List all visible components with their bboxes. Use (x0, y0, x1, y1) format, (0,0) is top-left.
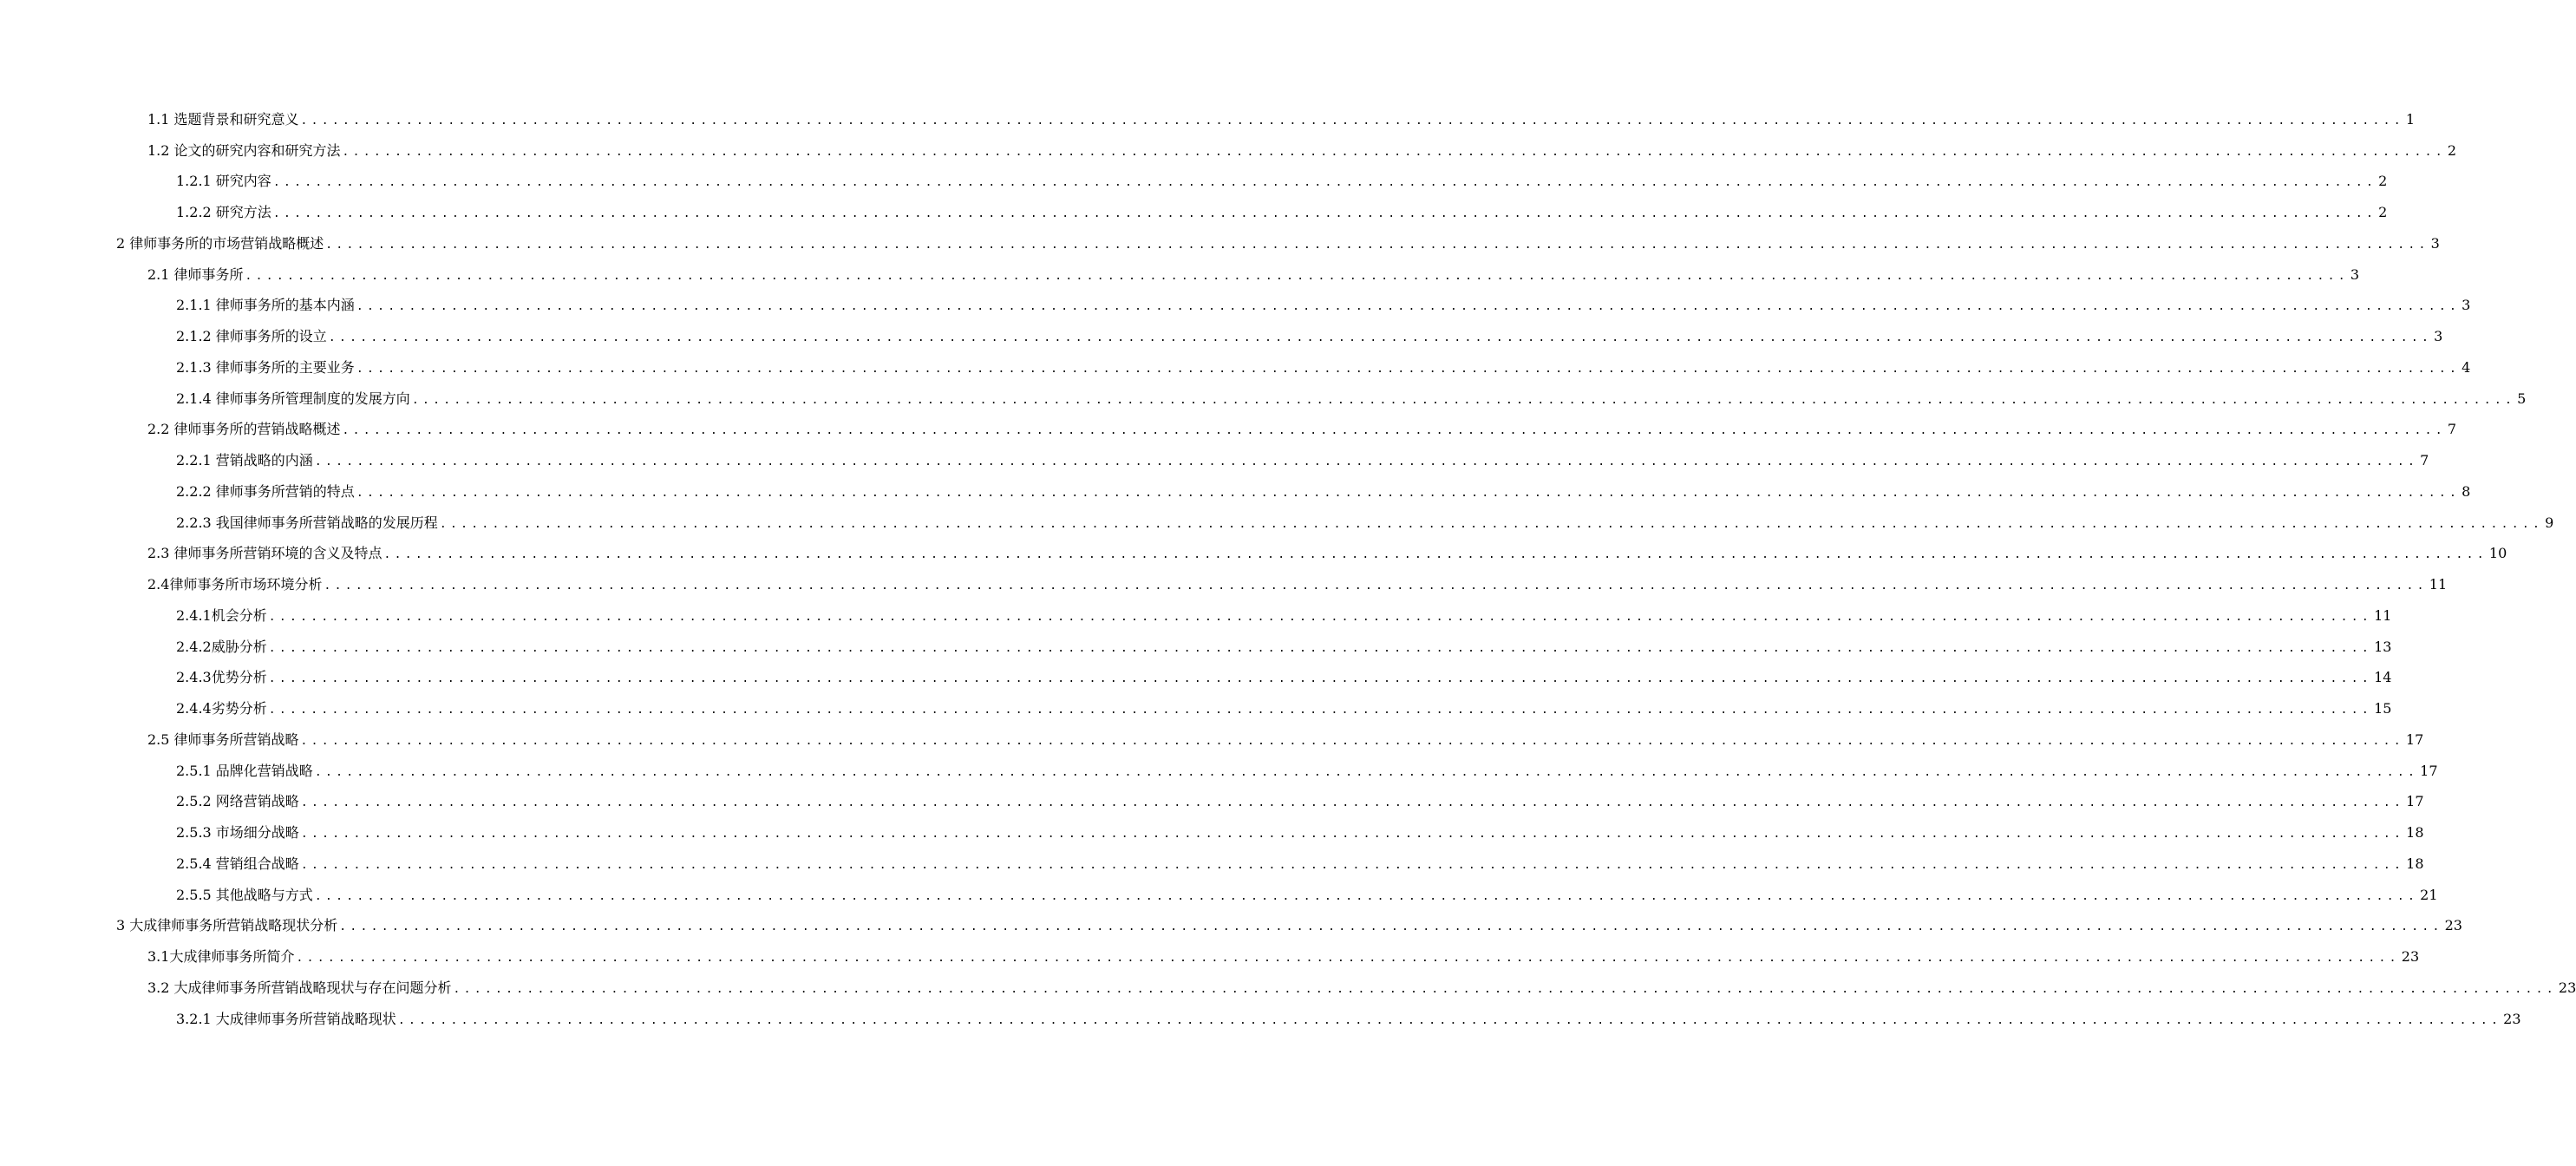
toc-entry-title: 2.5.4 营销组合战略 (176, 855, 299, 872)
table-of-contents (0, 105, 2576, 1036)
toc-entry-line (116, 234, 2440, 254)
toc-entry-line (147, 545, 2507, 564)
toc-entry-title: 2.4.4劣势分析 (176, 700, 267, 717)
toc-entry[interactable] (0, 942, 2420, 973)
toc-entry[interactable] (0, 632, 2392, 664)
dot-leader: ........................................................................................................................................................................................................ (324, 580, 2428, 593)
toc-entry-title: 3.1大成律师事务所简介 (147, 948, 295, 966)
toc-entry-page-number: 1 (2405, 110, 2416, 128)
toc-entry-page-number: 23 (2401, 948, 2420, 966)
toc-entry-page-number: 3 (2350, 265, 2360, 283)
toc-entry-title: 1.2.1 研究内容 (176, 173, 271, 190)
toc-entry[interactable] (0, 818, 2424, 849)
toc-entry-line (147, 421, 2457, 440)
toc-entry-title: 2.3 律师事务所营销环境的含义及特点 (147, 545, 382, 562)
dot-leader: ........................................................................................................................................................................................................ (245, 269, 2349, 283)
dot-leader: ........................................................................................................................................................................................................ (268, 610, 2373, 624)
toc-entry-title: 2.1.2 律师事务所的设立 (176, 328, 327, 345)
toc-entry[interactable] (0, 664, 2392, 695)
toc-entry-page-number: 17 (2405, 730, 2424, 748)
toc-entry-title: 2.5.2 网络营销战略 (176, 793, 299, 810)
toc-entry-line (176, 669, 2392, 688)
toc-entry[interactable] (0, 292, 2471, 323)
dot-leader: ........................................................................................................................................................................................................ (268, 641, 2373, 655)
toc-entry-title: 1.1 选题背景和研究意义 (147, 110, 299, 128)
toc-entry-page-number: 11 (2429, 576, 2448, 593)
toc-entry-page-number: 11 (2374, 606, 2392, 624)
dot-leader: ........................................................................................................................................................................................................ (356, 362, 2461, 376)
dot-leader: ........................................................................................................................................................................................................ (300, 858, 2405, 872)
toc-entry-page-number: 23 (2558, 979, 2576, 996)
toc-entry-title: 2.4律师事务所市场环境分析 (147, 576, 323, 593)
toc-entry-title: 2.5.1 品牌化营销战略 (176, 762, 313, 779)
toc-entry-title: 1.2.2 研究方法 (176, 204, 271, 221)
toc-entry-line (147, 979, 2576, 999)
toc-entry-title: 2.5 律师事务所营销战略 (147, 730, 299, 748)
toc-entry-page-number: 9 (2545, 514, 2554, 531)
toc-entry[interactable] (0, 725, 2424, 757)
toc-entry-title: 2.2.1 营销战略的内涵 (176, 452, 313, 469)
toc-entry-page-number: 17 (2406, 793, 2424, 810)
toc-entry-page-number: 15 (2374, 700, 2392, 717)
toc-entry[interactable] (0, 881, 2438, 912)
toc-entry-title: 2.4.3优势分析 (176, 669, 267, 686)
toc-entry-title: 2.5.5 其他战略与方式 (176, 886, 313, 903)
dot-leader: ........................................................................................................................................................................................................ (272, 176, 2377, 190)
dot-leader: ........................................................................................................................................................................................................ (268, 672, 2373, 686)
toc-entry-line (147, 265, 2360, 285)
toc-entry[interactable] (0, 477, 2471, 508)
toc-entry-title: 2.4.2威胁分析 (176, 638, 267, 655)
toc-entry-page-number: 2 (2378, 204, 2388, 221)
toc-entry-line (176, 358, 2471, 378)
toc-entry-title: 2.1.1 律师事务所的基本内涵 (176, 297, 355, 314)
toc-entry[interactable] (0, 508, 2554, 540)
toc-entry-line (176, 606, 2392, 626)
toc-entry-line (176, 1010, 2521, 1030)
toc-entry-line (176, 204, 2388, 223)
toc-entry[interactable] (0, 260, 2360, 292)
toc-entry[interactable] (0, 601, 2392, 632)
toc-entry-page-number: 2 (2378, 173, 2388, 190)
toc-entry-page-number: 5 (2517, 390, 2527, 407)
toc-entry[interactable] (0, 416, 2457, 447)
toc-entry-line (176, 390, 2527, 409)
toc-entry-line (176, 762, 2438, 782)
toc-entry[interactable] (0, 446, 2429, 477)
dot-leader: ........................................................................................................................................................................................................ (314, 765, 2419, 779)
toc-entry-line (147, 948, 2420, 967)
toc-entry-line (147, 730, 2424, 750)
dot-leader: ........................................................................................................................................................................................................ (300, 734, 2404, 748)
toc-entry-page-number: 18 (2406, 855, 2424, 872)
toc-entry[interactable] (0, 198, 2388, 229)
toc-entry-title: 2.1.4 律师事务所管理制度的发展方向 (176, 390, 410, 407)
toc-entry-title: 3 大成律师事务所营销战略现状分析 (116, 917, 338, 934)
toc-entry-line (176, 452, 2429, 471)
toc-entry[interactable] (0, 1005, 2521, 1036)
toc-entry[interactable] (0, 694, 2392, 725)
toc-entry-page-number: 17 (2420, 762, 2438, 779)
toc-entry[interactable] (0, 849, 2424, 881)
toc-entry-page-number: 10 (2488, 545, 2507, 562)
dot-leader: ........................................................................................................................................................................................................ (453, 982, 2557, 996)
toc-entry-line (116, 917, 2462, 936)
toc-entry-page-number: 3 (2430, 234, 2440, 252)
toc-entry-line (147, 141, 2457, 161)
toc-entry-page-number: 14 (2374, 669, 2392, 686)
toc-entry[interactable] (0, 540, 2507, 571)
dot-leader: ........................................................................................................................................................................................................ (439, 517, 2544, 531)
toc-entry[interactable] (0, 757, 2438, 788)
toc-entry-title: 2.4.1机会分析 (176, 606, 267, 624)
dot-leader: ........................................................................................................................................................................................................ (339, 920, 2443, 934)
toc-entry-title: 2.1.3 律师事务所的主要业务 (176, 358, 355, 376)
toc-entry-page-number: 4 (2462, 358, 2471, 376)
toc-entry-title: 3.2.1 大成律师事务所营销战略现状 (176, 1010, 396, 1027)
toc-entry-page-number: 21 (2420, 886, 2438, 903)
toc-entry-line (176, 173, 2388, 192)
toc-entry-page-number: 18 (2406, 824, 2424, 842)
toc-entry-page-number: 7 (2447, 421, 2457, 438)
dot-leader: ........................................................................................................................................................................................................ (397, 1013, 2502, 1027)
toc-entry-line (147, 110, 2416, 130)
toc-entry[interactable] (0, 105, 2416, 136)
toc-entry-page-number: 23 (2503, 1010, 2521, 1027)
toc-entry-title: 2.1 律师事务所 (147, 265, 244, 283)
toc-entry-line (176, 700, 2392, 719)
dot-leader: ........................................................................................................................................................................................................ (268, 704, 2373, 717)
dot-leader: ........................................................................................................................................................................................................ (314, 455, 2419, 469)
toc-entry-line (176, 482, 2471, 502)
dot-leader: ........................................................................................................................................................................................................ (296, 952, 2400, 966)
toc-entry[interactable] (0, 322, 2443, 353)
toc-entry-title: 2.2.3 我国律师事务所营销战略的发展历程 (176, 514, 438, 531)
dot-leader: ........................................................................................................................................................................................................ (411, 393, 2516, 407)
toc-entry-line (176, 638, 2392, 658)
toc-entry[interactable] (0, 136, 2457, 167)
toc-entry-page-number: 13 (2374, 638, 2392, 655)
toc-entry[interactable] (0, 912, 2462, 943)
toc-entry-page-number: 7 (2420, 452, 2429, 469)
toc-entry-line (147, 576, 2448, 595)
toc-entry-line (176, 514, 2554, 534)
dot-leader: ........................................................................................................................................................................................................ (314, 889, 2419, 903)
toc-entry[interactable] (0, 788, 2424, 819)
toc-entry-title: 2 律师事务所的市场营销战略概述 (116, 234, 324, 252)
dot-leader: ........................................................................................................................................................................................................ (300, 796, 2405, 810)
dot-leader: ........................................................................................................................................................................................................ (356, 300, 2461, 314)
dot-leader: ........................................................................................................................................................................................................ (325, 238, 2429, 252)
dot-leader: ........................................................................................................................................................................................................ (272, 207, 2377, 221)
toc-entry[interactable] (0, 167, 2388, 199)
toc-entry[interactable] (0, 229, 2440, 260)
toc-entry-page-number: 3 (2434, 328, 2443, 345)
toc-entry-title: 1.2 论文的研究内容和研究方法 (147, 141, 341, 159)
toc-entry-line (176, 328, 2443, 347)
toc-entry-line (176, 297, 2471, 316)
toc-entry-page-number: 2 (2447, 141, 2457, 159)
dot-leader: ........................................................................................................................................................................................................ (300, 114, 2404, 128)
toc-entry[interactable] (0, 570, 2448, 601)
toc-entry-title: 2.5.3 市场细分战略 (176, 824, 299, 842)
toc-entry-line (176, 855, 2424, 874)
dot-leader: ........................................................................................................................................................................................................ (342, 424, 2446, 438)
toc-entry[interactable] (0, 973, 2576, 1005)
toc-entry-title: 2.2.2 律师事务所营销的特点 (176, 482, 355, 500)
toc-entry-line (176, 793, 2424, 812)
toc-entry-title: 3.2 大成律师事务所营销战略现状与存在问题分析 (147, 979, 452, 996)
toc-entry-line (176, 886, 2438, 906)
dot-leader: ........................................................................................................................................................................................................ (356, 486, 2461, 500)
toc-entry-page-number: 3 (2462, 297, 2471, 314)
toc-entry-page-number: 8 (2462, 482, 2471, 500)
dot-leader: ........................................................................................................................................................................................................ (300, 828, 2405, 842)
toc-entry-title: 2.2 律师事务所的营销战略概述 (147, 421, 341, 438)
toc-entry[interactable] (0, 353, 2471, 384)
dot-leader: ........................................................................................................................................................................................................ (342, 145, 2446, 159)
toc-entry[interactable] (0, 384, 2527, 416)
toc-entry-line (176, 824, 2424, 843)
toc-entry-page-number: 23 (2444, 917, 2462, 934)
dot-leader: ........................................................................................................................................................................................................ (328, 331, 2433, 345)
dot-leader: ........................................................................................................................................................................................................ (383, 548, 2488, 562)
